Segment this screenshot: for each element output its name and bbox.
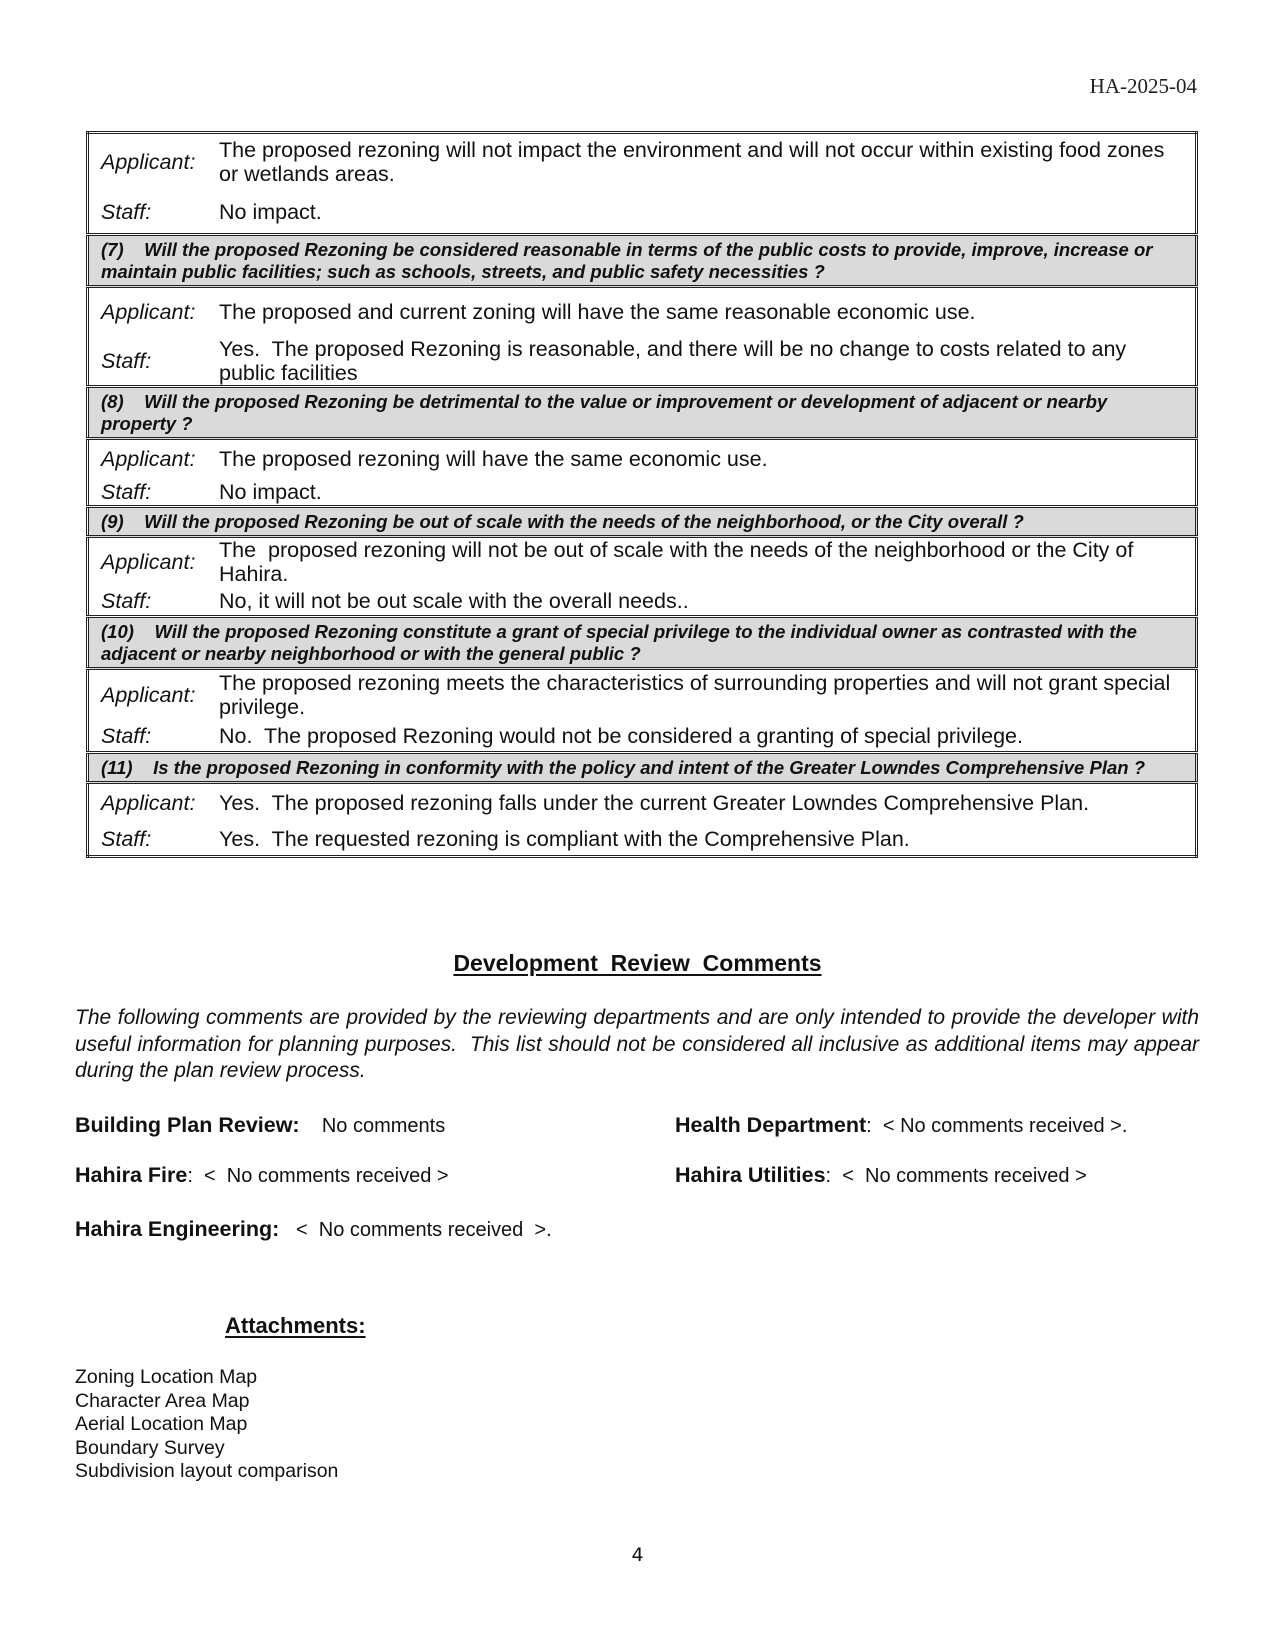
question-row-10: [88, 617, 1197, 669]
building-plan-review-comment: [75, 1113, 445, 1138]
applicant-label: Applicant:: [101, 447, 196, 472]
attachments-list: [75, 1366, 338, 1484]
staff-label: Staff:: [101, 199, 152, 224]
development-review-heading: Development Review Comments: [453, 950, 822, 976]
health-department-comment: [675, 1113, 1127, 1138]
staff-label: Staff:: [101, 479, 152, 504]
question-9: (9) Will the proposed Rezoning be out of scale with the needs of the neighborhood, or the City overall ?: [88, 507, 1197, 537]
hahira-engineering-label: Hahira Engineering:: [75, 1217, 280, 1241]
question-8: (8) Will the proposed Rezoning be detrimental to the value or improvement or development of adjacent or nearby property ?: [88, 387, 1197, 439]
applicant-row-10: [88, 669, 1197, 721]
staff-response-7: Yes. The proposed Rezoning is reasonable, and there will be no change to costs related to any public facilities: [219, 336, 1127, 385]
question-row-11: [88, 753, 1197, 783]
applicant-row-6: [88, 133, 1197, 191]
staff-row-6: [88, 191, 1197, 235]
applicant-response-7: The proposed and current zoning will have the same reasonable economic use.: [219, 300, 976, 325]
page-number: 4: [631, 1544, 644, 1566]
hahira-utilities-label: Hahira Utilities: [675, 1163, 826, 1187]
attachment-item: Subdivision layout comparison: [75, 1460, 339, 1483]
attachment-item: Character Area Map: [75, 1389, 250, 1412]
development-review-intro: The following comments are provided by the reviewing departments and are only intended to provide the developer with useful information for planning purposes. This list should not be considered all inclusive as additional items may appear during the plan review process.: [75, 1006, 1199, 1082]
hahira-fire-value: : < No comments received >: [187, 1165, 449, 1187]
hahira-utilities-value: : < No comments received >: [825, 1165, 1087, 1187]
staff-label: Staff:: [101, 348, 152, 373]
hahira-fire-comment: [75, 1163, 449, 1188]
applicant-label: Applicant:: [101, 300, 196, 325]
staff-response-6: No impact.: [219, 199, 322, 224]
staff-row-11: [88, 823, 1197, 857]
staff-response-11: Yes. The requested rezoning is compliant with the Comprehensive Plan.: [219, 826, 910, 851]
staff-label: Staff:: [101, 723, 152, 748]
health-department-value: : < No comments received >.: [866, 1115, 1128, 1137]
staff-row-10: [88, 721, 1197, 753]
applicant-label: Applicant:: [101, 550, 196, 575]
staff-row-9: [88, 587, 1197, 617]
review-criteria-table: [86, 131, 1198, 858]
attachment-item: Zoning Location Map: [75, 1366, 258, 1388]
health-department-label: Health Department: [675, 1113, 867, 1137]
applicant-row-11: [88, 783, 1197, 823]
applicant-response-10: The proposed rezoning meets the characteristics of surrounding properties and will not grant special privilege.: [219, 671, 1171, 720]
question-row-7: [88, 235, 1197, 287]
question-11: (11) Is the proposed Rezoning in conformity with the policy and intent of the Greater Lowndes Comprehensive Plan ?: [88, 753, 1197, 783]
question-row-9: [88, 507, 1197, 537]
applicant-response-8: The proposed rezoning will have the same economic use.: [219, 447, 768, 472]
staff-label: Staff:: [101, 826, 152, 851]
attachment-item: Aerial Location Map: [75, 1413, 248, 1436]
applicant-label: Applicant:: [101, 150, 196, 175]
applicant-response-9: The proposed rezoning will not be out of scale with the needs of the neighborhood or the City of Hahira.: [219, 538, 1134, 587]
staff-response-9: No, it will not be out scale with the overall needs..: [219, 588, 689, 613]
case-number: HA-2025-04: [1089, 74, 1197, 98]
attachment-item: Boundary Survey: [75, 1436, 225, 1459]
question-row-8: [88, 387, 1197, 439]
hahira-utilities-comment: [675, 1163, 1087, 1188]
staff-response-8: No impact.: [219, 479, 322, 504]
attachments-heading: Attachments:: [225, 1313, 366, 1338]
hahira-engineering-value: < No comments received >.: [295, 1219, 552, 1241]
staff-response-10: No. The proposed Rezoning would not be considered a granting of special privilege.: [219, 723, 1023, 748]
question-10: (10) Will the proposed Rezoning constitute a grant of special privilege to the individual owner as contrasted with the adjacent or nearby neighborhood or with the general public ?: [88, 617, 1197, 669]
applicant-label: Applicant:: [101, 683, 196, 708]
applicant-row-8: [88, 439, 1197, 479]
applicant-row-9: [88, 537, 1197, 587]
building-plan-review-value: No comments: [321, 1115, 446, 1137]
applicant-response-11: Yes. The proposed rezoning falls under the current Greater Lowndes Comprehensive Plan.: [219, 791, 1090, 816]
applicant-label: Applicant:: [101, 791, 196, 816]
hahira-fire-label: Hahira Fire: [75, 1163, 188, 1187]
staff-row-8: [88, 479, 1197, 507]
staff-label: Staff:: [101, 588, 152, 613]
hahira-engineering-comment: [75, 1217, 552, 1242]
applicant-row-7: [88, 287, 1197, 337]
applicant-response-6: The proposed rezoning will not impact the environment and will not occur within existing food zones or wetlands areas.: [219, 138, 1165, 187]
staff-row-7: [88, 337, 1197, 387]
question-7: (7) Will the proposed Rezoning be considered reasonable in terms of the public costs to provide, improve, increase or maintain public facilities; such as schools, streets, and public safety necessities ?: [88, 235, 1197, 287]
building-plan-review-label: Building Plan Review:: [75, 1113, 300, 1137]
